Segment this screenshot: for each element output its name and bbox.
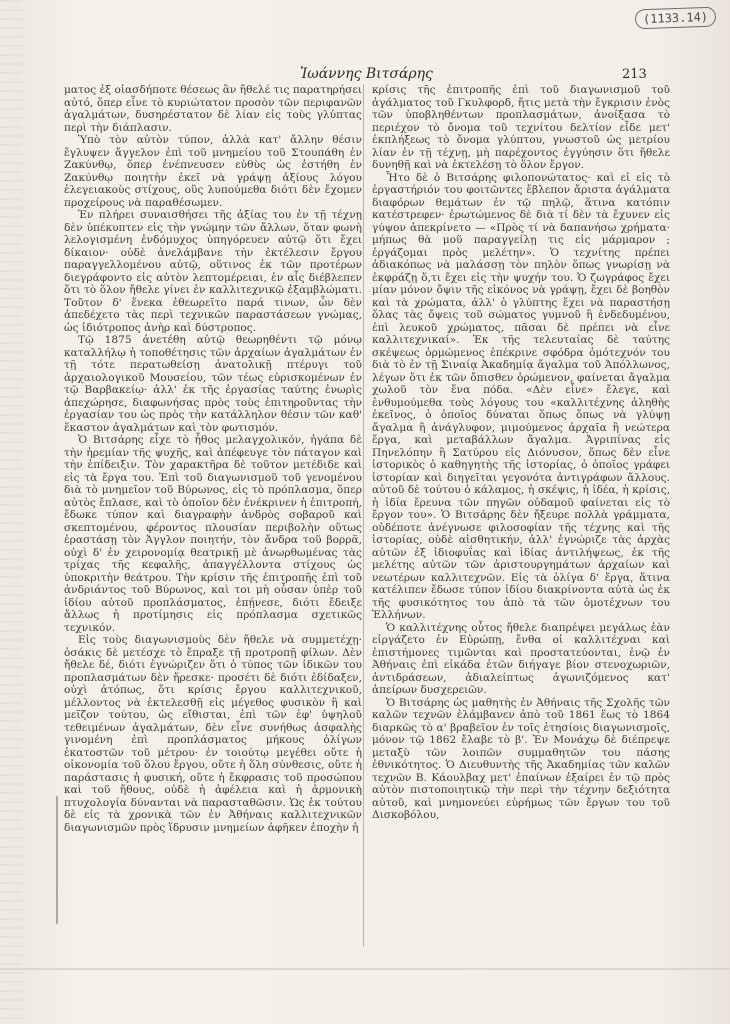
column-divider <box>363 84 364 946</box>
paragraph: ματος ἐξ οἱασδήποτε θέσεως ἂν ἤθελέ τις παρατηρήσει αὐτό, ὅπερ εἶνε τὸ κυριώτατον προσὸν τῶν περιφανῶν ἀγαλμάτων, δυσηρέστατον δὲ λίαν εἰς τοὺς γλύπτας περὶ τὴν διάπλασιν. <box>64 84 362 134</box>
page-header <box>0 66 730 86</box>
paragraph: Τῷ 1875 ἀνετέθη αὐτῷ θεωρηθέντι τῷ μόνῳ καταλλήλῳ ἡ τοποθέτησις τῶν ἀρχαίων ἀγαλμάτων ἐν τῇ τότε περατωθείσῃ ἀνατολικῇ πτέρυγι τοῦ ἀρχαιολογικοῦ Μουσείου, τῶν τέως εὑρισκομένων ἐν τῷ Βαρβακείῳ· ἀλλ' ἐκ τῆς ἐργασίας ταύτης ἐνωρὶς ἀπεχώρησε, διαφωνήσας πρὸς τοὺς ἐπιτηροῦντας τὴν ἐργασίαν του ὡς πρὸς τὴν κατάλληλον θέσιν τῶν καθ' ἕκαστον ἀγαλμάτων καὶ τὸν φωτισμόν. <box>64 334 362 434</box>
paper-fold <box>0 968 730 970</box>
paragraph: Ὁ Βιτσάρης ὡς μαθητὴς ἐν Ἀθήναις τῆς Σχολῆς τῶν καλῶν τεχνῶν ἐλάμβανεν ἀπὸ τοῦ 1861 ἕως τὸ 1864 διαρκῶς τὸ α' βραβεῖον ἐν τοῖς ἐτησίοις διαγωνισμοῖς, μόνον τῷ 1862 ἔλαβε τὸ β'. Ἐν Μονάχῳ δὲ διέπρεψε μεταξὺ τῶν λοιπῶν συμμαθητῶν του πάσης ἐθνικότητος. Ὁ Διευθυντὴς τῆς Ἀκαδημίας τῶν καλῶν τεχνῶν Β. Κάουλβαχ μετ' ἐπαίνων ἐξαίρει ἐν τῷ πρὸς αὐτὸν πιστοποιητικῷ τὴν περὶ τὴν τέχνην δεξιότητα αὐτοῦ, καὶ μνημονεύει εὑρήμως τῶν ἔργων του τοῦ Δισκοβόλου, <box>372 696 670 821</box>
running-head: Ἰωάννης Βιτσάρης <box>300 66 433 82</box>
pencil-margin-mark <box>56 796 58 924</box>
paragraph: Εἰς τοὺς διαγωνισμοὺς δὲν ἤθελε νὰ συμμετέχῃ· ὁσάκις δὲ μετέσχε τὸ ἔπραξε τῇ προτροπῇ φίλων. Δὲν ἤθελε δέ, διότι ἐγνώριζεν ὅτι ὁ τύπος τῶν ἰδικῶν του προπλασμάτων δὲν ἤρεσκε· προσέτι δὲ διότι ἐδίδαξεν, οὐχὶ ἀτόπως, ὅτι κρίσις ἔργου καλλιτεχνικοῦ, μέλλοντος νὰ ἐκτελεσθῇ εἰς μέγεθος φυσικὸν ἢ καὶ μεῖζον τούτου, ὡς εἴθισται, ἐπὶ τῶν ἐφ' ὑψηλοῦ τεθειμένων ἀγαλμάτων, δὲν εἶνε συνήθως ἀσφαλὴς γινομένη ἐπὶ προπλάσματος μήκους ὀλίγων ἑκατοστῶν τοῦ μέτρου· ἐν τοιούτῳ μεγέθει οὔτε ἡ οἰκονομία τοῦ ὅλου ἔργου, οὔτε ἡ ὅλη σύνθεσις, οὔτε ἡ παράστασις ἡ φυσική, οὔτε ἡ ἔκφρασις τοῦ προσώπου καὶ τοῦ ἤθους, οὐδὲ ἡ ἀφέλεια καὶ ἡ ἁρμονικὴ πτυχολογία δύνανται νὰ παρασταθῶσιν. Ὡς ἐκ τούτου δὲ εἰς τὰ χρονικὰ τῶν ἐν Ἀθήναις καλλιτεχνικῶν διαγωνισμῶν πρὸς ἵδρυσιν μνημείων ἀφῆκεν ἐποχὴν ἡ <box>64 634 362 834</box>
paragraph: Ὑπὸ τὸν αὐτὸν τύπον, ἀλλὰ κατ' ἄλλην θέσιν ἔγλυψεν ἄγγελον ἐπὶ τοῦ μνημείου τοῦ Στουπάθη ἐν Ζακύνθῳ, ὅπερ ἐνέπνευσεν εὐθὺς ὡς ἐστήθη ἐν Ζακύνθῳ ποιητὴν ἐκεῖ νὰ γράψῃ ἀξίους λόγου ἐλεγειακοὺς στίχους, οὓς λυπούμεθα διότι δὲν ἔχομεν προχείρους νὰ παραθέσωμεν. <box>64 134 362 209</box>
paragraph: κρίσις τῆς ἐπιτροπῆς ἐπὶ τοῦ διαγωνισμοῦ τοῦ ἀγάλματος τοῦ Γκυλφορδ, ἥτις μετὰ τὴν ἔγκρισιν ἑνὸς τῶν ὑποβληθέντων προπλασμάτων, ἀνοίξασα τὸ περιέχον τὸ ὄνομα τοῦ τεχνίτου δελτίον εἶδε μετ' ἐκπλήξεως τὸ ὄνομα γλύπτου, γνωστοῦ ὡς μετρίου λίαν ἐν τῇ τέχνῃ, μὴ παρέχοντος ἐγγύησιν ὅτι ἤθελε δυνηθῇ καὶ νὰ ἐκτελέσῃ τὸ ὅλον ἔργον. <box>372 84 670 171</box>
paragraph: Ἦτο δὲ ὁ Βιτσάρης φιλοπονώτατος· καὶ εἰ εἰς τὸ ἐργαστήριόν του φοιτῶντες ἔβλεπον ἄριστα ἀγάλματα διαφόρων θεμάτων ἐν τῷ πηλῷ, ἅτινα κατόπιν κατέστρεφεν· ἐρωτώμενος δὲ διὰ τί δὲν τὰ ἔχυνεν εἰς γύψον ἀπεκρίνετο — «Πρὸς τί νὰ δαπανήσω χρήματα· μήπως θὰ μοῦ παραγγείλῃ τις εἰς μάρμαρον ; ἐργάζομαι πρὸς μελέτην». Ὁ τεχνίτης πρέπει ἀδιακόπως νὰ μαλάσσῃ τὸν πηλὸν ὅπως γνωρίσῃ νὰ ἐκφράζῃ ὅ,τι ἔχει εἰς τὴν ψυχήν του. Ὁ ζωγράφος ἔχει μίαν μόνον ὄψιν τῆς εἰκόνος νὰ γράψῃ, ἔχει δὲ βοηθὸν καὶ τὰ χρώματα, ἀλλ' ὁ γλύπτης ἔχει νὰ παραστήσῃ ὅλας τὰς ὄψεις τοῦ σώματος γυμνοῦ ἢ ἐνδεδυμένου, ἐπὶ λευκοῦ χρώματος, πᾶσαι δὲ πρέπει νὰ εἶνε καλλιτεχνικαί». Ἐκ τῆς τελευταίας δὲ ταύτης σκέψεως ὁρμώμενος ἐπέκρινε σφόδρα ὁμότεχνόν του διὰ τὸ ἐν τῇ Σιναίᾳ Ἀκαδημίᾳ ἄγαλμα τοῦ Ἀπόλλωνος, λέγων ὅτι ἐκ τῶν ὄπισθεν ὁρώμενον, φαίνεται ἄγαλμα χωλοῦ τὸν ἕνα πόδα. «Δὲν εἶνε» ἔλεγε, καὶ ἐνθυμούμεθα τοὺς λόγους του «καλλιτέχνης ἀληθὴς ἐκεῖνος, ὁ ὁποῖος δύναται ὅπως ὅπως νὰ γλύψῃ ἄγαλμα ἢ ἀνάγλυφον, μιμούμενος ἀρχαῖα ἢ νεώτερα ἔργα, καὶ μεταβάλλων ἄγαλμα. Ἀγριπίνας εἰς Πηνελόπην ἢ Σατύρου εἰς Διόνυσον, ὅπως δὲν εἶνε ἱστορικὸς ὁ καθηγητὴς τῆς ἱστορίας, ὁ ὁποῖος γράφει ἱστορίαν καὶ διηγεῖται γεγονότα ἀντιγράφων ἄλλους. αὐτοῦ δὲ τούτου ὁ κάλαμος, ἡ σκέψις, ἡ ἰδέα, ἡ κρίσις, ἡ ἰδία ἔρευνα τῶν πηγῶν οὐδαμοῦ φαίνεται εἰς τὸ ἔργον του». Ὁ Βιτσάρης δὲν ἤξευρε πολλὰ γράμματα, οὐδέποτε ἀνέγνωσε φιλοσοφίαν τῆς τέχνης καὶ τῆς ἱστορίας, οὐδὲ αἰσθητικήν, ἀλλ' ἐγνώριζε τὰς ἀρχὰς αὐτῶν ἐξ ἰδιοφυΐας καὶ ἰδίας ἀντιλήψεως, ἐκ τῆς μελέτης αὐτῶν τῶν ἀριστουργημάτων ἀρχαίων καὶ νεωτέρων καλλιτεχνῶν. Εἰς τὰ ὀλίγα δ' ἔργα, ἅτινα κατέλιπεν ἔδωσε τύπον ἰδίου διακρίνοντα αὐτὰ ὡς ἐκ τῆς φυσικότητος του ἀπὸ τὰ τῶν ὁμοτέχνων του Ἑλλήνων. <box>372 171 670 621</box>
archive-mark: (1133.14) <box>635 7 717 30</box>
left-column <box>64 84 362 834</box>
paragraph: Ὁ Βιτσάρης εἶχε τὸ ἦθος μελαγχολικόν, ἠγάπα δὲ τὴν ἠρεμίαν τῆς ψυχῆς, καὶ ἀπέφευγε τὸν πάταγον καὶ τὴν ἐπίδειξιν. Τὸν χαρακτῆρα δὲ τοῦτον μετέδιδε καὶ εἰς τὰ ἔργα του. Ἐπὶ τοῦ διαγωνισμοῦ τοῦ γενομένου διὰ τὸ μνημεῖον τοῦ Βύρωνος, εἰς τὸ πρόπλασμα, ὅπερ αὐτὸς ἔπλασε, καὶ τὸ ὁποῖον δὲν ἐνέκρινεν ἡ ἐπιτροπή, ἔδωκε τύπον καὶ διαγραφὴν ἀνδρὸς σοβαροῦ καὶ σκεπτομένου, φέροντος πλουσίαν περιβολὴν οὕτως ἐραστάσῃ τὸν Ἀγγλον ποιητήν, τὸν ἄνδρα τοῦ βορρᾶ, οὐχὶ δ' ἐν χειρονομίᾳ θεατρικῇ μὲ ἀνωρθωμένας τὰς τρίχας τῆς κεφαλῆς, ἀπαγγέλλοντα στίχους ὡς ὑποκριτὴν θεάτρου. Τὴν κρίσιν τῆς ἐπιτροπῆς ἐπὶ τοῦ ἀνδριάντος τοῦ Βύρωνος, καὶ τοι μὴ οὖσαν ὑπὲρ τοῦ ἰδίου αὐτοῦ προπλάσματος, ἐπῄνεσε, διότι ἔδειξε ἄλλως ἡ προτίμησις εἰς πρόπλασμα σχετικῶς τεχνικόν. <box>64 434 362 634</box>
page-number: 213 <box>622 67 647 82</box>
right-column <box>372 84 670 822</box>
binder-edge <box>0 0 22 1024</box>
paragraph: Ὁ καλλιτέχνης οὗτος ἤθελε διαπρέψει μεγάλως ἐὰν εἰργάζετο ἐν Εὐρώπῃ, ἔνθα οἱ καλλιτέχναι καὶ ἐπιστήμονες τιμῶνται καὶ προστατεύονται, ἐνῷ ἐν Ἀθήναις ἐπὶ εἰκάδα ἐτῶν διήγαγε βίον στενοχωριῶν, ἀντιδράσεων, ἀδιαλείπτως ἀγωνιζόμενος κατ' ἀπείρων δυσχερειῶν. <box>372 621 670 696</box>
paragraph: Ἐν πλήρει συναισθήσει τῆς ἀξίας του ἐν τῇ τέχνῃ δὲν ὑπέκυπτεν εἰς τὴν γνώμην τῶν ἄλλων, ὅταν φωνὴ λελογισμένη ἐνδόμυχος ὑπηγόρευεν αὐτῷ ὅτι ἔχει δίκαιον· οὐδὲ ἀνελάμβανε τὴν ἐκτέλεσιν ἔργου παραγγελλομένου αὐτῷ, οὕτινος ἐκ τῶν προτέρων διεγράφοντο εἰς αὐτὸν λεπτομέρειαι, ἐν αἷς διέβλεπεν ὅτι τὸ ὅλον ἤθελε γίνει ἐν καλλιτεχνικῷ ἐξαμβλώματι. Τοῦτον δ' ἕνεκα ἐθεωρεῖτο παρά τινων, ὧν δὲν ἀπεδέχετο τὰς περὶ τεχνικῶν παραστάσεων γνώμας, ὡς ἰδιότροπος ἀνὴρ καὶ δύστροπος. <box>64 209 362 334</box>
